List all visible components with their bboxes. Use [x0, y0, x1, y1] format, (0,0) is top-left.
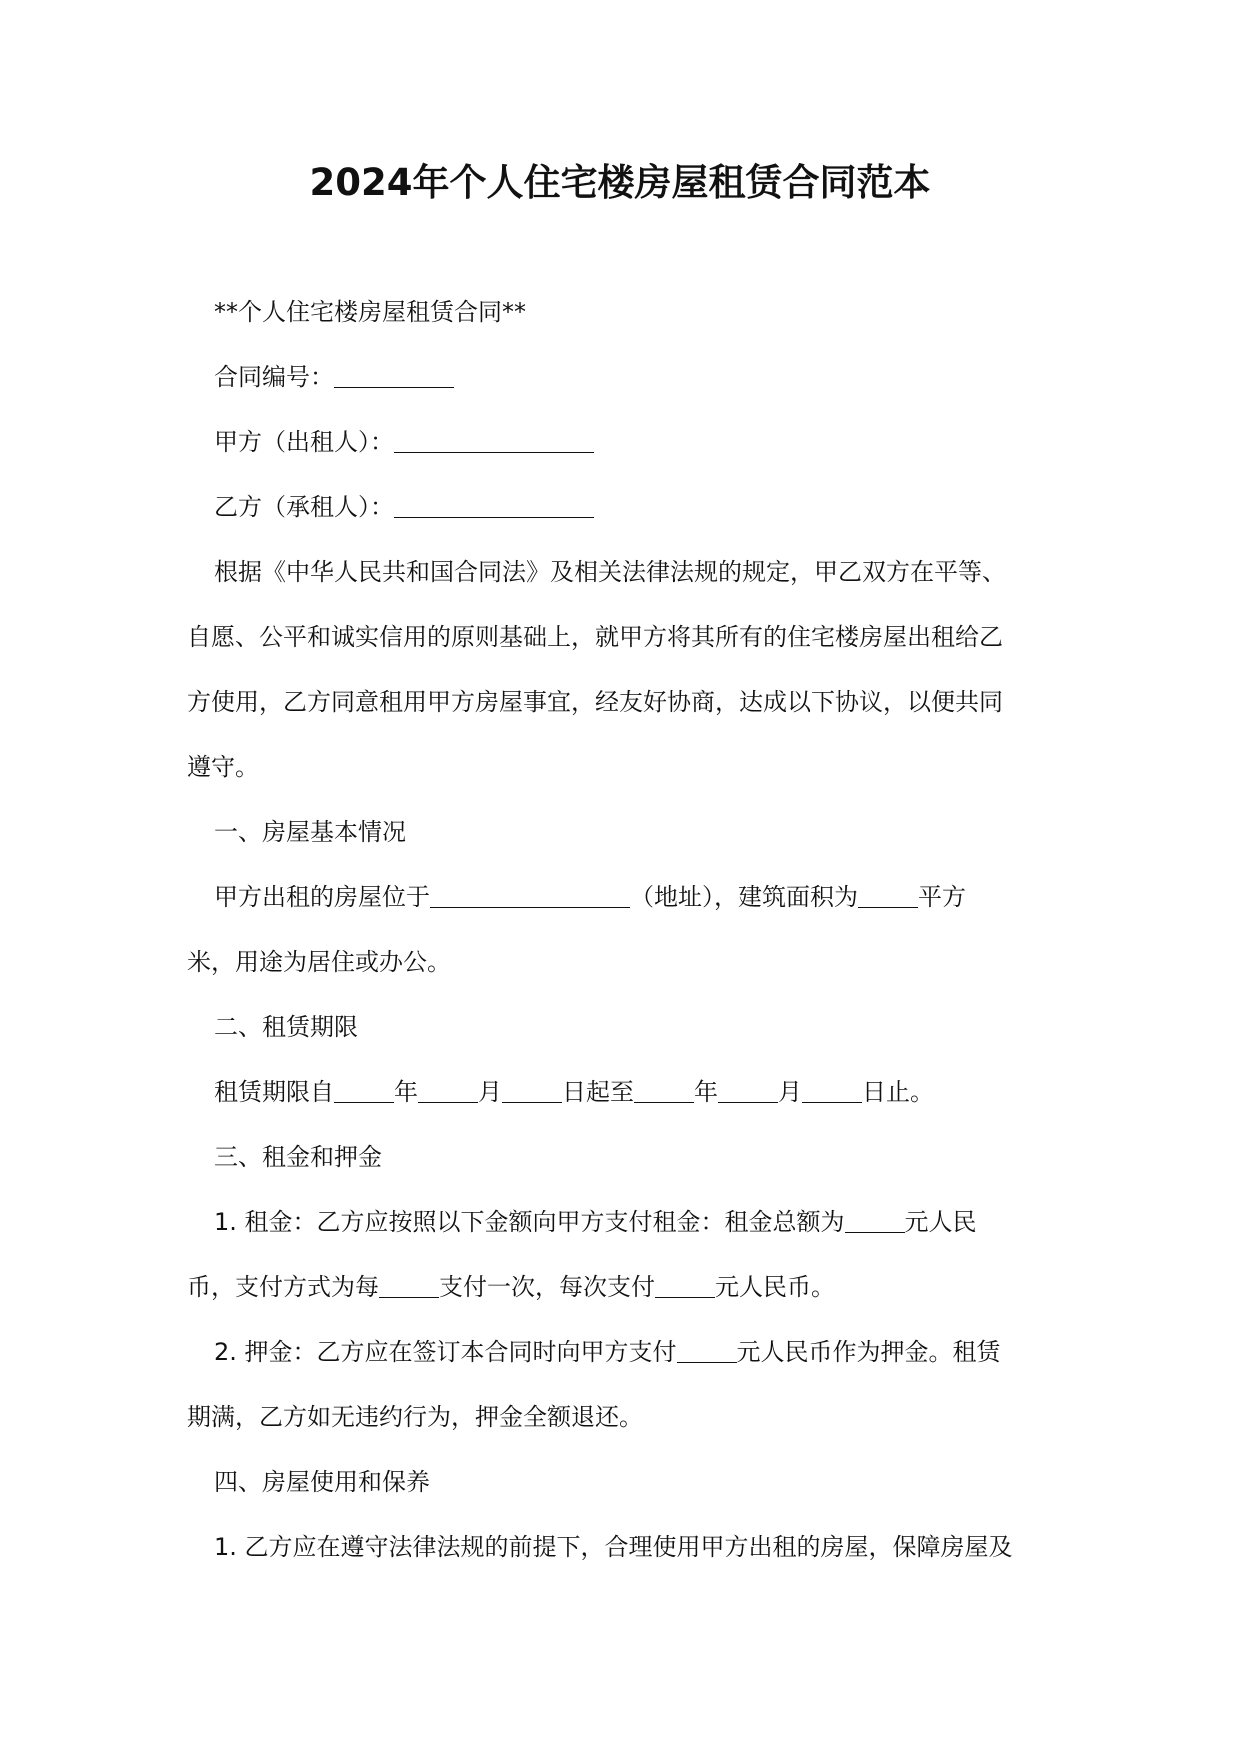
section-3-heading: 三、租金和押金	[214, 1143, 382, 1171]
party-b-line	[187, 475, 1057, 540]
term-text-4: 日起至	[562, 1078, 634, 1106]
party-b-label: 乙方（承租人）：	[214, 493, 394, 521]
section-1-text-c: 平方	[918, 883, 966, 911]
end-year-blank	[634, 1076, 694, 1103]
section-1-text-a: 甲方出租的房屋位于	[214, 883, 430, 911]
start-year-blank	[334, 1076, 394, 1103]
start-month-blank	[418, 1076, 478, 1103]
deposit-text-b: 元人民币作为押金。租赁	[736, 1338, 1001, 1366]
end-month-blank	[718, 1076, 778, 1103]
section-1-line-1	[187, 865, 1057, 930]
document-body	[187, 280, 1057, 1580]
party-b-blank	[394, 491, 594, 518]
rent-text-e: 元人民币。	[715, 1273, 835, 1301]
section-1-line-2: 米，用途为居住或办公。	[187, 948, 451, 976]
deposit-text-a: 2. 押金：乙方应在签订本合同时向甲方支付	[214, 1338, 677, 1366]
contract-heading-line	[187, 280, 1057, 345]
term-text-7: 日止。	[862, 1078, 934, 1106]
section-2-heading: 二、租赁期限	[214, 1013, 358, 1041]
section-1-text-b: （地址），建筑面积为	[630, 883, 858, 911]
deposit-line-1	[187, 1320, 1057, 1385]
party-a-line	[187, 410, 1057, 475]
preamble-line-1: 根据《中华人民共和国合同法》及相关法律法规的规定，甲乙双方在平等、	[214, 558, 1006, 586]
section-4-item-1: 1. 乙方应在遵守法律法规的前提下，合理使用甲方出租的房屋，保障房屋及	[214, 1533, 1013, 1561]
rent-line-2	[187, 1255, 1057, 1320]
rent-text-b: 元人民	[904, 1208, 977, 1236]
rent-text-d: 支付一次，每次支付	[439, 1273, 655, 1301]
term-text-2: 年	[394, 1078, 418, 1106]
term-text-5: 年	[694, 1078, 718, 1106]
end-day-blank	[802, 1076, 862, 1103]
party-a-label: 甲方（出租人）：	[214, 428, 394, 456]
area-blank	[858, 881, 918, 908]
contract-number-blank	[334, 361, 454, 388]
deposit-line-2: 期满，乙方如无违约行为，押金全额退还。	[187, 1403, 643, 1431]
contract-number-line	[187, 345, 1057, 410]
contract-number-label: 合同编号：	[214, 363, 334, 391]
rent-text-a: 1. 租金：乙方应按照以下金额向甲方支付租金：租金总额为	[214, 1208, 845, 1236]
preamble-line-4: 遵守。	[187, 753, 259, 781]
start-day-blank	[502, 1076, 562, 1103]
payment-amount-blank	[655, 1271, 715, 1298]
document-title: 2024年个人住宅楼房屋租赁合同范本	[309, 161, 931, 204]
rent-total-blank	[845, 1206, 905, 1233]
deposit-amount-blank	[677, 1336, 737, 1363]
rent-line-1	[187, 1190, 1057, 1255]
payment-period-blank	[379, 1271, 439, 1298]
section-2-term-line	[187, 1060, 1057, 1125]
rent-text-c: 币，支付方式为每	[187, 1273, 379, 1301]
section-1-heading: 一、房屋基本情况	[214, 818, 406, 846]
preamble-line-3: 方使用，乙方同意租用甲方房屋事宜，经友好协商，达成以下协议，以便共同	[187, 688, 1003, 716]
term-text-3: 月	[478, 1078, 502, 1106]
preamble-line-2: 自愿、公平和诚实信用的原则基础上，就甲方将其所有的住宅楼房屋出租给乙	[187, 623, 1003, 651]
contract-heading-text: **个人住宅楼房屋租赁合同**	[214, 298, 526, 326]
address-blank	[430, 881, 630, 908]
term-text-1: 租赁期限自	[214, 1078, 334, 1106]
section-4-heading: 四、房屋使用和保养	[214, 1468, 430, 1496]
term-text-6: 月	[778, 1078, 802, 1106]
party-a-blank	[394, 426, 594, 453]
